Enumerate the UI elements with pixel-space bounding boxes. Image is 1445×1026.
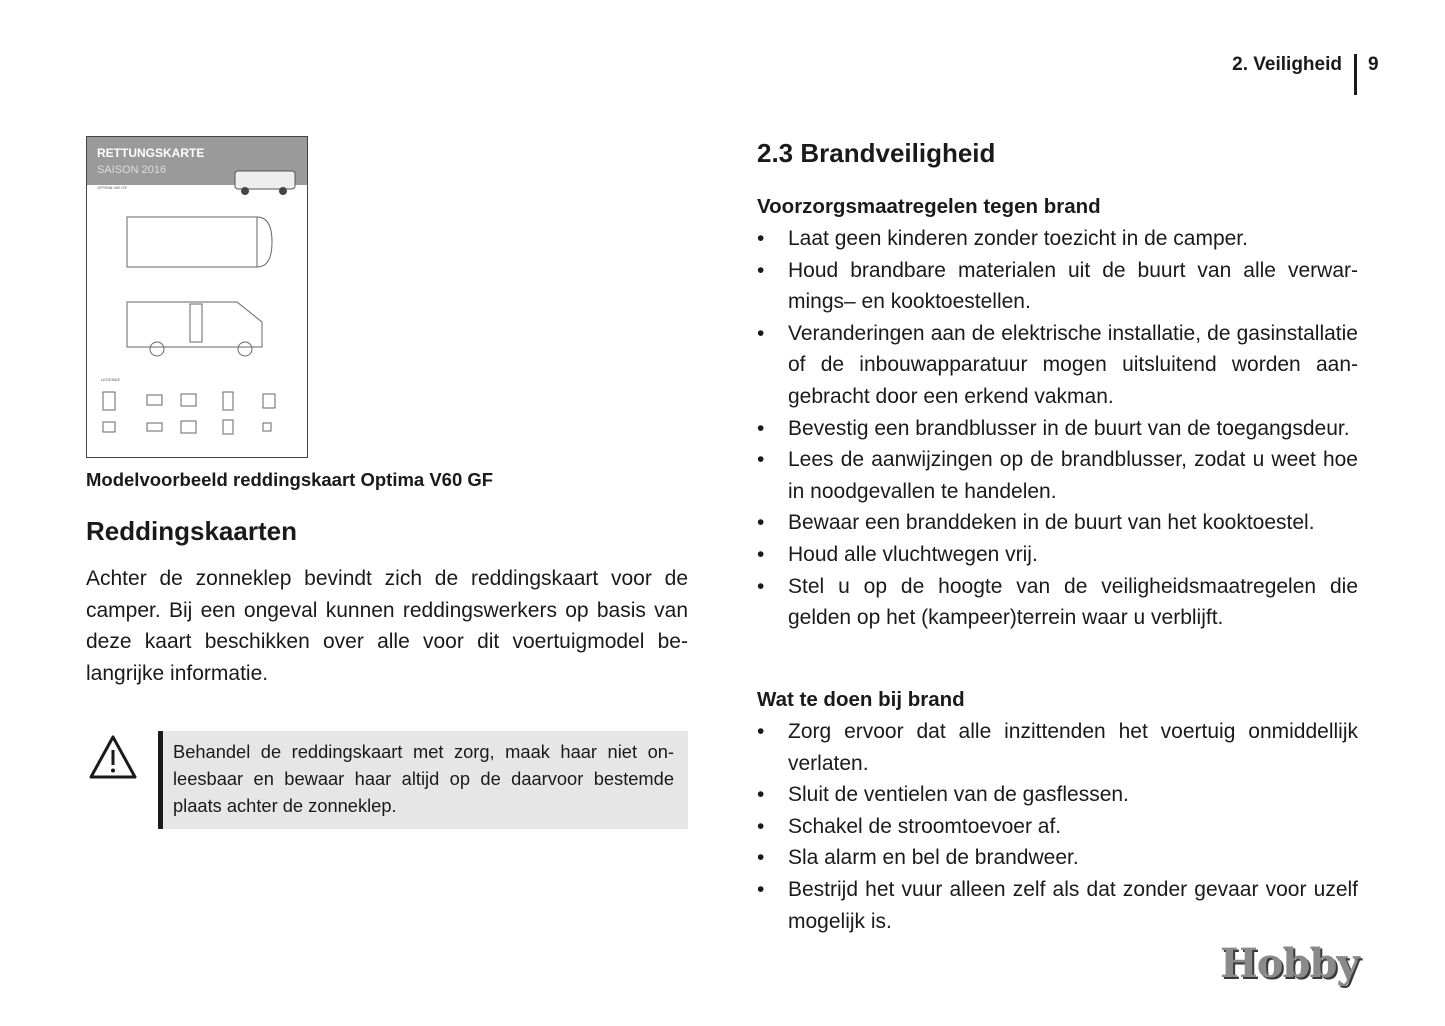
card-legend: LEGENDE bbox=[101, 377, 121, 382]
list-item: • Houd brandbare materialen uit de buurt van alle verwarmings– en kooktoestellen. bbox=[757, 258, 1358, 314]
figure-caption: Modelvoorbeeld reddingskaart Optima V60 GF bbox=[86, 469, 494, 490]
list-item: • Schakel de stroomtoevoer af. bbox=[757, 814, 1062, 838]
subheading-in-case-of-fire: Wat te doen bij brand bbox=[757, 688, 965, 711]
list-item: • Houd alle vluchtwegen vrij. bbox=[757, 542, 1038, 566]
section-heading-reddingskaarten: Reddingskaarten bbox=[86, 516, 297, 546]
subheading-prevention: Voorzorgsmaatregelen tegen brand bbox=[757, 195, 1101, 218]
page-number: 9 bbox=[1368, 54, 1379, 75]
list-item: • Zorg ervoor dat alle inzittenden het voertuig onmiddellijk verlaten. bbox=[757, 720, 1358, 775]
section-heading-brandveiligheid: 2.3 Brandveiligheid bbox=[757, 138, 996, 168]
card-subtitle: SAISON 2016 bbox=[97, 164, 167, 176]
rescue-card-image bbox=[86, 136, 308, 458]
reddingskaarten-paragraph: Achter de zonneklep bevindt zich de reddingskaart voor de camper. Bij een ongeval kunnen reddingswerkers op basis van deze kaart beschikken over alle voor dit voertuigmodel belangrijke informatie. bbox=[86, 567, 688, 685]
list-item: • Stel u op de hoogte van de veiligheidsmaatregelen die gelden op het (kampeer)terrein waar u verblijft. bbox=[757, 574, 1358, 630]
list-item: • Bewaar een branddeken in de buurt van het kooktoestel. bbox=[757, 511, 1315, 535]
list-item: • Laat geen kinderen zonder toezicht in de camper. bbox=[757, 227, 1248, 250]
list-item: • Bevestig een brandblusser in de buurt van de toegangsdeur. bbox=[757, 416, 1350, 440]
warning-note: Behandel de reddingskaart met zorg, maak haar niet onleesbaar en bewaar haar altijd op de daarvoor bestemde plaats achter de zonneklep. bbox=[158, 731, 688, 829]
list-item: • Bestrijd het vuur alleen zelf als dat zonder gevaar voor uzelf mogelijk is. bbox=[757, 877, 1358, 933]
list-item: • Lees de aanwijzingen op de brandblusser, zodat u weet hoe in noodgevallen te handelen. bbox=[757, 448, 1358, 503]
header-divider bbox=[1354, 54, 1357, 95]
list-item: • Veranderingen aan de elektrische installatie, de gasinstallatie of de inbouwapparatuur mogen uitsluitend worden aangebracht door een erkend vakman. bbox=[757, 321, 1358, 408]
warning-triangle-icon bbox=[88, 734, 138, 780]
hobby-logo: Hobby bbox=[1220, 940, 1359, 987]
prevention-list bbox=[757, 223, 1358, 634]
running-header-section: 2. Veiligheid bbox=[1232, 54, 1342, 75]
fire-actions-list bbox=[757, 716, 1358, 937]
card-title: RETTUNGSKARTE bbox=[97, 146, 205, 160]
list-item: • Sla alarm en bel de brandweer. bbox=[757, 846, 1079, 870]
card-model: OPTIMA V60 GF bbox=[97, 185, 128, 190]
list-item: • Sluit de ventielen van de gasflessen. bbox=[757, 783, 1129, 807]
